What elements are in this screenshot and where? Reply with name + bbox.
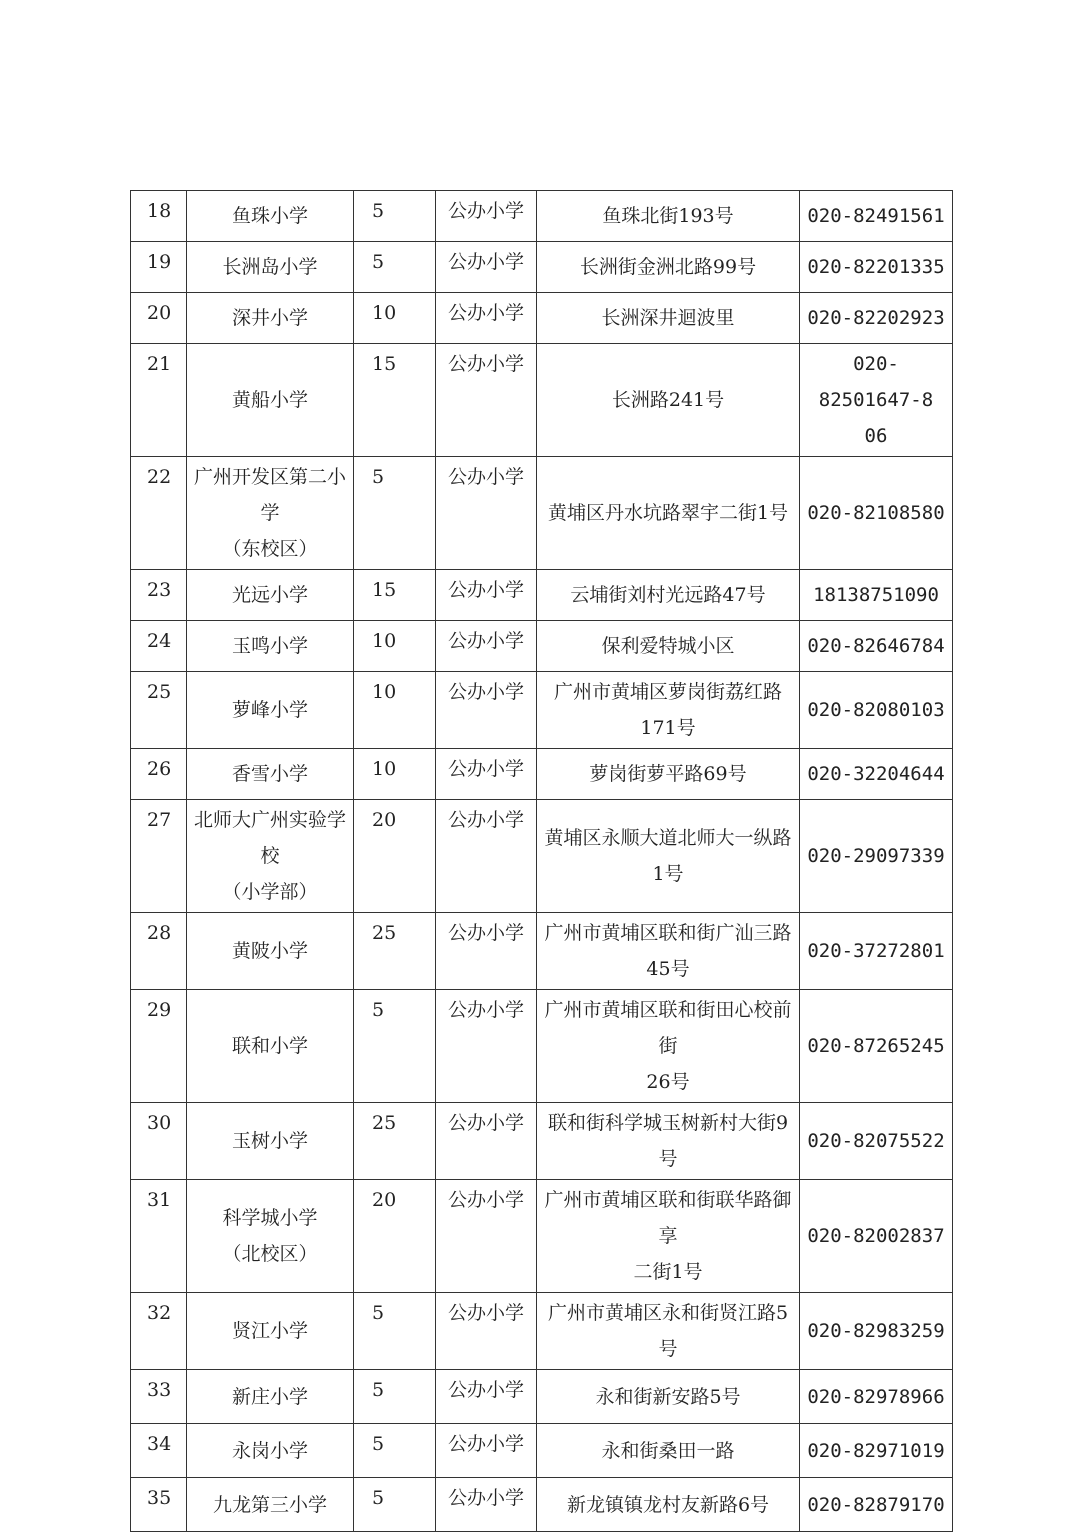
school-name-line: 香雪小学 (231, 763, 308, 785)
row-number: 24 (131, 621, 187, 672)
row-number: 27 (131, 800, 187, 913)
school-name-line: 萝峰小学 (231, 699, 308, 721)
quota-count: 20 (354, 1180, 436, 1293)
school-name-line: 永岗小学 (231, 1439, 308, 1462)
school-address (537, 749, 800, 800)
school-name (187, 990, 354, 1103)
row-number: 28 (131, 913, 187, 990)
school-address-line: 保利爱特城小区 (601, 635, 735, 657)
contact-phone-line: 020-82646784 (807, 635, 945, 657)
contact-phone (800, 672, 953, 749)
school-name (187, 344, 354, 457)
table-row (131, 990, 953, 1103)
row-number: 30 (131, 1103, 187, 1180)
school-address (537, 913, 800, 990)
quota-count: 5 (354, 242, 436, 293)
contact-phone-line: 020-37272801 (807, 940, 945, 962)
contact-phone-line: 020-82879170 (807, 1493, 945, 1516)
contact-phone (800, 344, 953, 457)
contact-phone (800, 1103, 953, 1180)
contact-phone (800, 293, 953, 344)
school-name-line: 北师大广州实验学校 (193, 809, 346, 867)
row-number: 29 (131, 990, 187, 1103)
school-name (187, 457, 354, 570)
school-name (187, 1103, 354, 1180)
school-name-line: 联和小学 (231, 1035, 308, 1057)
row-number: 20 (131, 293, 187, 344)
school-name (187, 293, 354, 344)
school-name-line: 贤江小学 (231, 1320, 308, 1342)
table-row (131, 1478, 953, 1532)
school-address (537, 242, 800, 293)
school-name (187, 749, 354, 800)
table-row (131, 457, 953, 570)
school-address-line: 广州市黄埔区永和街贤江路5号 (547, 1302, 789, 1360)
table-row (131, 293, 953, 344)
contact-phone-line: 020-82978966 (807, 1385, 945, 1408)
school-address-line: 二街1号 (633, 1261, 703, 1283)
school-name-line: 鱼珠小学 (231, 205, 308, 227)
table-row (131, 570, 953, 621)
contact-phone (800, 621, 953, 672)
contact-phone (800, 800, 953, 913)
contact-phone (800, 1370, 953, 1424)
school-address (537, 293, 800, 344)
contact-phone (800, 749, 953, 800)
quota-count: 5 (354, 1424, 436, 1478)
school-address-line: 171号 (640, 717, 696, 739)
row-number: 34 (131, 1424, 187, 1478)
school-address-line: 鱼珠北街193号 (602, 205, 734, 227)
school-address-line: 联和街科学城玉树新村大街9号 (547, 1112, 789, 1170)
school-type: 公办小学 (436, 457, 537, 570)
table-row (131, 913, 953, 990)
school-type: 公办小学 (436, 1424, 537, 1478)
quota-count: 20 (354, 800, 436, 913)
school-address-line: 黄埔区丹水坑路翠宇二街1号 (547, 502, 789, 524)
school-name (187, 191, 354, 242)
quota-count: 10 (354, 672, 436, 749)
table-row (131, 242, 953, 293)
quota-count: 5 (354, 457, 436, 570)
school-address-line: 永和街桑田一路 (601, 1439, 735, 1462)
school-name-line: 光远小学 (231, 584, 308, 606)
quota-count: 5 (354, 1293, 436, 1370)
school-address (537, 1180, 800, 1293)
school-address-line: 长洲街金洲北路99号 (579, 256, 757, 278)
school-name (187, 1478, 354, 1532)
school-address (537, 344, 800, 457)
school-type: 公办小学 (436, 1103, 537, 1180)
school-name (187, 1180, 354, 1293)
table-row (131, 1424, 953, 1478)
school-name-line: 黄船小学 (231, 389, 308, 411)
table-row (131, 1293, 953, 1370)
school-address (537, 570, 800, 621)
school-name (187, 1424, 354, 1478)
contact-phone (800, 1478, 953, 1532)
row-number: 21 (131, 344, 187, 457)
school-address-line: 广州市黄埔区联和街田心校前街 (544, 999, 792, 1057)
table-row (131, 344, 953, 457)
quota-count: 10 (354, 749, 436, 800)
contact-phone-line: 020-82971019 (807, 1439, 945, 1462)
contact-phone (800, 1293, 953, 1370)
contact-phone (800, 570, 953, 621)
school-address (537, 1370, 800, 1424)
school-address-line: 长洲路241号 (611, 389, 725, 411)
school-name-line: 长洲岛小学 (222, 256, 318, 278)
school-name-line: （北校区） (222, 1243, 318, 1265)
table-row (131, 621, 953, 672)
school-name-line: 深井小学 (231, 307, 308, 329)
school-address-line: 广州市黄埔区联和街联华路御享 (544, 1189, 792, 1247)
school-name-line: 九龙第三小学 (212, 1493, 327, 1516)
contact-phone-line: 18138751090 (813, 584, 939, 606)
contact-phone (800, 990, 953, 1103)
quota-count: 15 (354, 570, 436, 621)
table-row (131, 749, 953, 800)
contact-phone (800, 457, 953, 570)
school-name (187, 800, 354, 913)
contact-phone-line: 020-82108580 (807, 502, 945, 524)
school-type: 公办小学 (436, 1478, 537, 1532)
quota-count: 5 (354, 1478, 436, 1532)
school-address (537, 1103, 800, 1180)
school-address-line: 长洲深井迴波里 (601, 307, 735, 329)
quota-count: 10 (354, 293, 436, 344)
school-name (187, 242, 354, 293)
school-type: 公办小学 (436, 990, 537, 1103)
contact-phone-line: 020-87265245 (807, 1035, 945, 1057)
school-address (537, 672, 800, 749)
school-address-line: 永和街新安路5号 (595, 1385, 741, 1408)
school-address-line: 广州市黄埔区联和街广汕三路 (544, 922, 792, 944)
school-table-body (131, 191, 953, 1532)
table-row (131, 672, 953, 749)
row-number: 31 (131, 1180, 187, 1293)
contact-phone-line: 020-82983259 (807, 1320, 945, 1342)
school-address (537, 191, 800, 242)
quota-count: 5 (354, 1370, 436, 1424)
school-name-line: （小学部） (222, 881, 318, 903)
row-number: 35 (131, 1478, 187, 1532)
table-row (131, 191, 953, 242)
school-address-line: 广州市黄埔区萝岗街荔红路 (553, 681, 782, 703)
table-row (131, 1103, 953, 1180)
school-name (187, 621, 354, 672)
table-row (131, 800, 953, 913)
school-address-line: 黄埔区永顺大道北师大一纵路 (544, 827, 792, 849)
school-address-line: 1号 (652, 863, 684, 885)
school-name (187, 913, 354, 990)
school-name-line: 科学城小学 (222, 1207, 318, 1229)
table-row (131, 1370, 953, 1424)
contact-phone-line: 06 (864, 425, 888, 447)
contact-phone-line: 020-82202923 (807, 307, 945, 329)
quota-count: 25 (354, 1103, 436, 1180)
school-name (187, 1293, 354, 1370)
school-address-line: 云埔街刘村光远路47号 (570, 584, 766, 606)
row-number: 25 (131, 672, 187, 749)
school-type: 公办小学 (436, 672, 537, 749)
school-address-line: 新龙镇镇龙村友新路6号 (566, 1493, 770, 1516)
school-address (537, 800, 800, 913)
row-number: 18 (131, 191, 187, 242)
school-address-line: 26号 (646, 1071, 690, 1093)
row-number: 22 (131, 457, 187, 570)
school-address (537, 1293, 800, 1370)
school-name-line: 新庄小学 (231, 1385, 308, 1408)
row-number: 32 (131, 1293, 187, 1370)
school-type: 公办小学 (436, 749, 537, 800)
contact-phone-line: 020-82075522 (807, 1130, 945, 1152)
table-row (131, 1180, 953, 1293)
quota-count: 25 (354, 913, 436, 990)
school-address-line: 45号 (646, 958, 690, 980)
school-name-line: 玉鸣小学 (231, 635, 308, 657)
school-table (130, 190, 953, 1532)
contact-phone-line: 020-82002837 (807, 1225, 945, 1247)
school-type: 公办小学 (436, 293, 537, 344)
school-address (537, 1424, 800, 1478)
school-name (187, 672, 354, 749)
contact-phone (800, 191, 953, 242)
school-type: 公办小学 (436, 344, 537, 457)
school-type: 公办小学 (436, 570, 537, 621)
contact-phone (800, 1180, 953, 1293)
contact-phone-line: 020-29097339 (807, 845, 945, 867)
quota-count: 5 (354, 191, 436, 242)
contact-phone (800, 913, 953, 990)
row-number: 19 (131, 242, 187, 293)
school-address (537, 457, 800, 570)
school-name-line: （东校区） (222, 538, 318, 560)
contact-phone-line: 020-82501647-8 (818, 353, 934, 411)
school-type: 公办小学 (436, 1370, 537, 1424)
contact-phone (800, 242, 953, 293)
row-number: 23 (131, 570, 187, 621)
school-address (537, 990, 800, 1103)
school-type: 公办小学 (436, 191, 537, 242)
quota-count: 15 (354, 344, 436, 457)
school-name-line: 玉树小学 (231, 1130, 308, 1152)
contact-phone-line: 020-32204644 (807, 763, 945, 785)
school-name-line: 广州开发区第二小学 (193, 466, 346, 524)
contact-phone-line: 020-82491561 (807, 205, 945, 227)
school-type: 公办小学 (436, 242, 537, 293)
contact-phone (800, 1424, 953, 1478)
quota-count: 10 (354, 621, 436, 672)
school-type: 公办小学 (436, 913, 537, 990)
contact-phone-line: 020-82201335 (807, 256, 945, 278)
school-type: 公办小学 (436, 800, 537, 913)
contact-phone-line: 020-82080103 (807, 699, 945, 721)
school-address (537, 1478, 800, 1532)
school-address (537, 621, 800, 672)
school-type: 公办小学 (436, 621, 537, 672)
quota-count: 5 (354, 990, 436, 1103)
school-name (187, 1370, 354, 1424)
school-name (187, 570, 354, 621)
school-type: 公办小学 (436, 1180, 537, 1293)
school-type: 公办小学 (436, 1293, 537, 1370)
school-address-line: 萝岗街萝平路69号 (589, 763, 747, 785)
row-number: 33 (131, 1370, 187, 1424)
row-number: 26 (131, 749, 187, 800)
school-name-line: 黄陂小学 (231, 940, 308, 962)
